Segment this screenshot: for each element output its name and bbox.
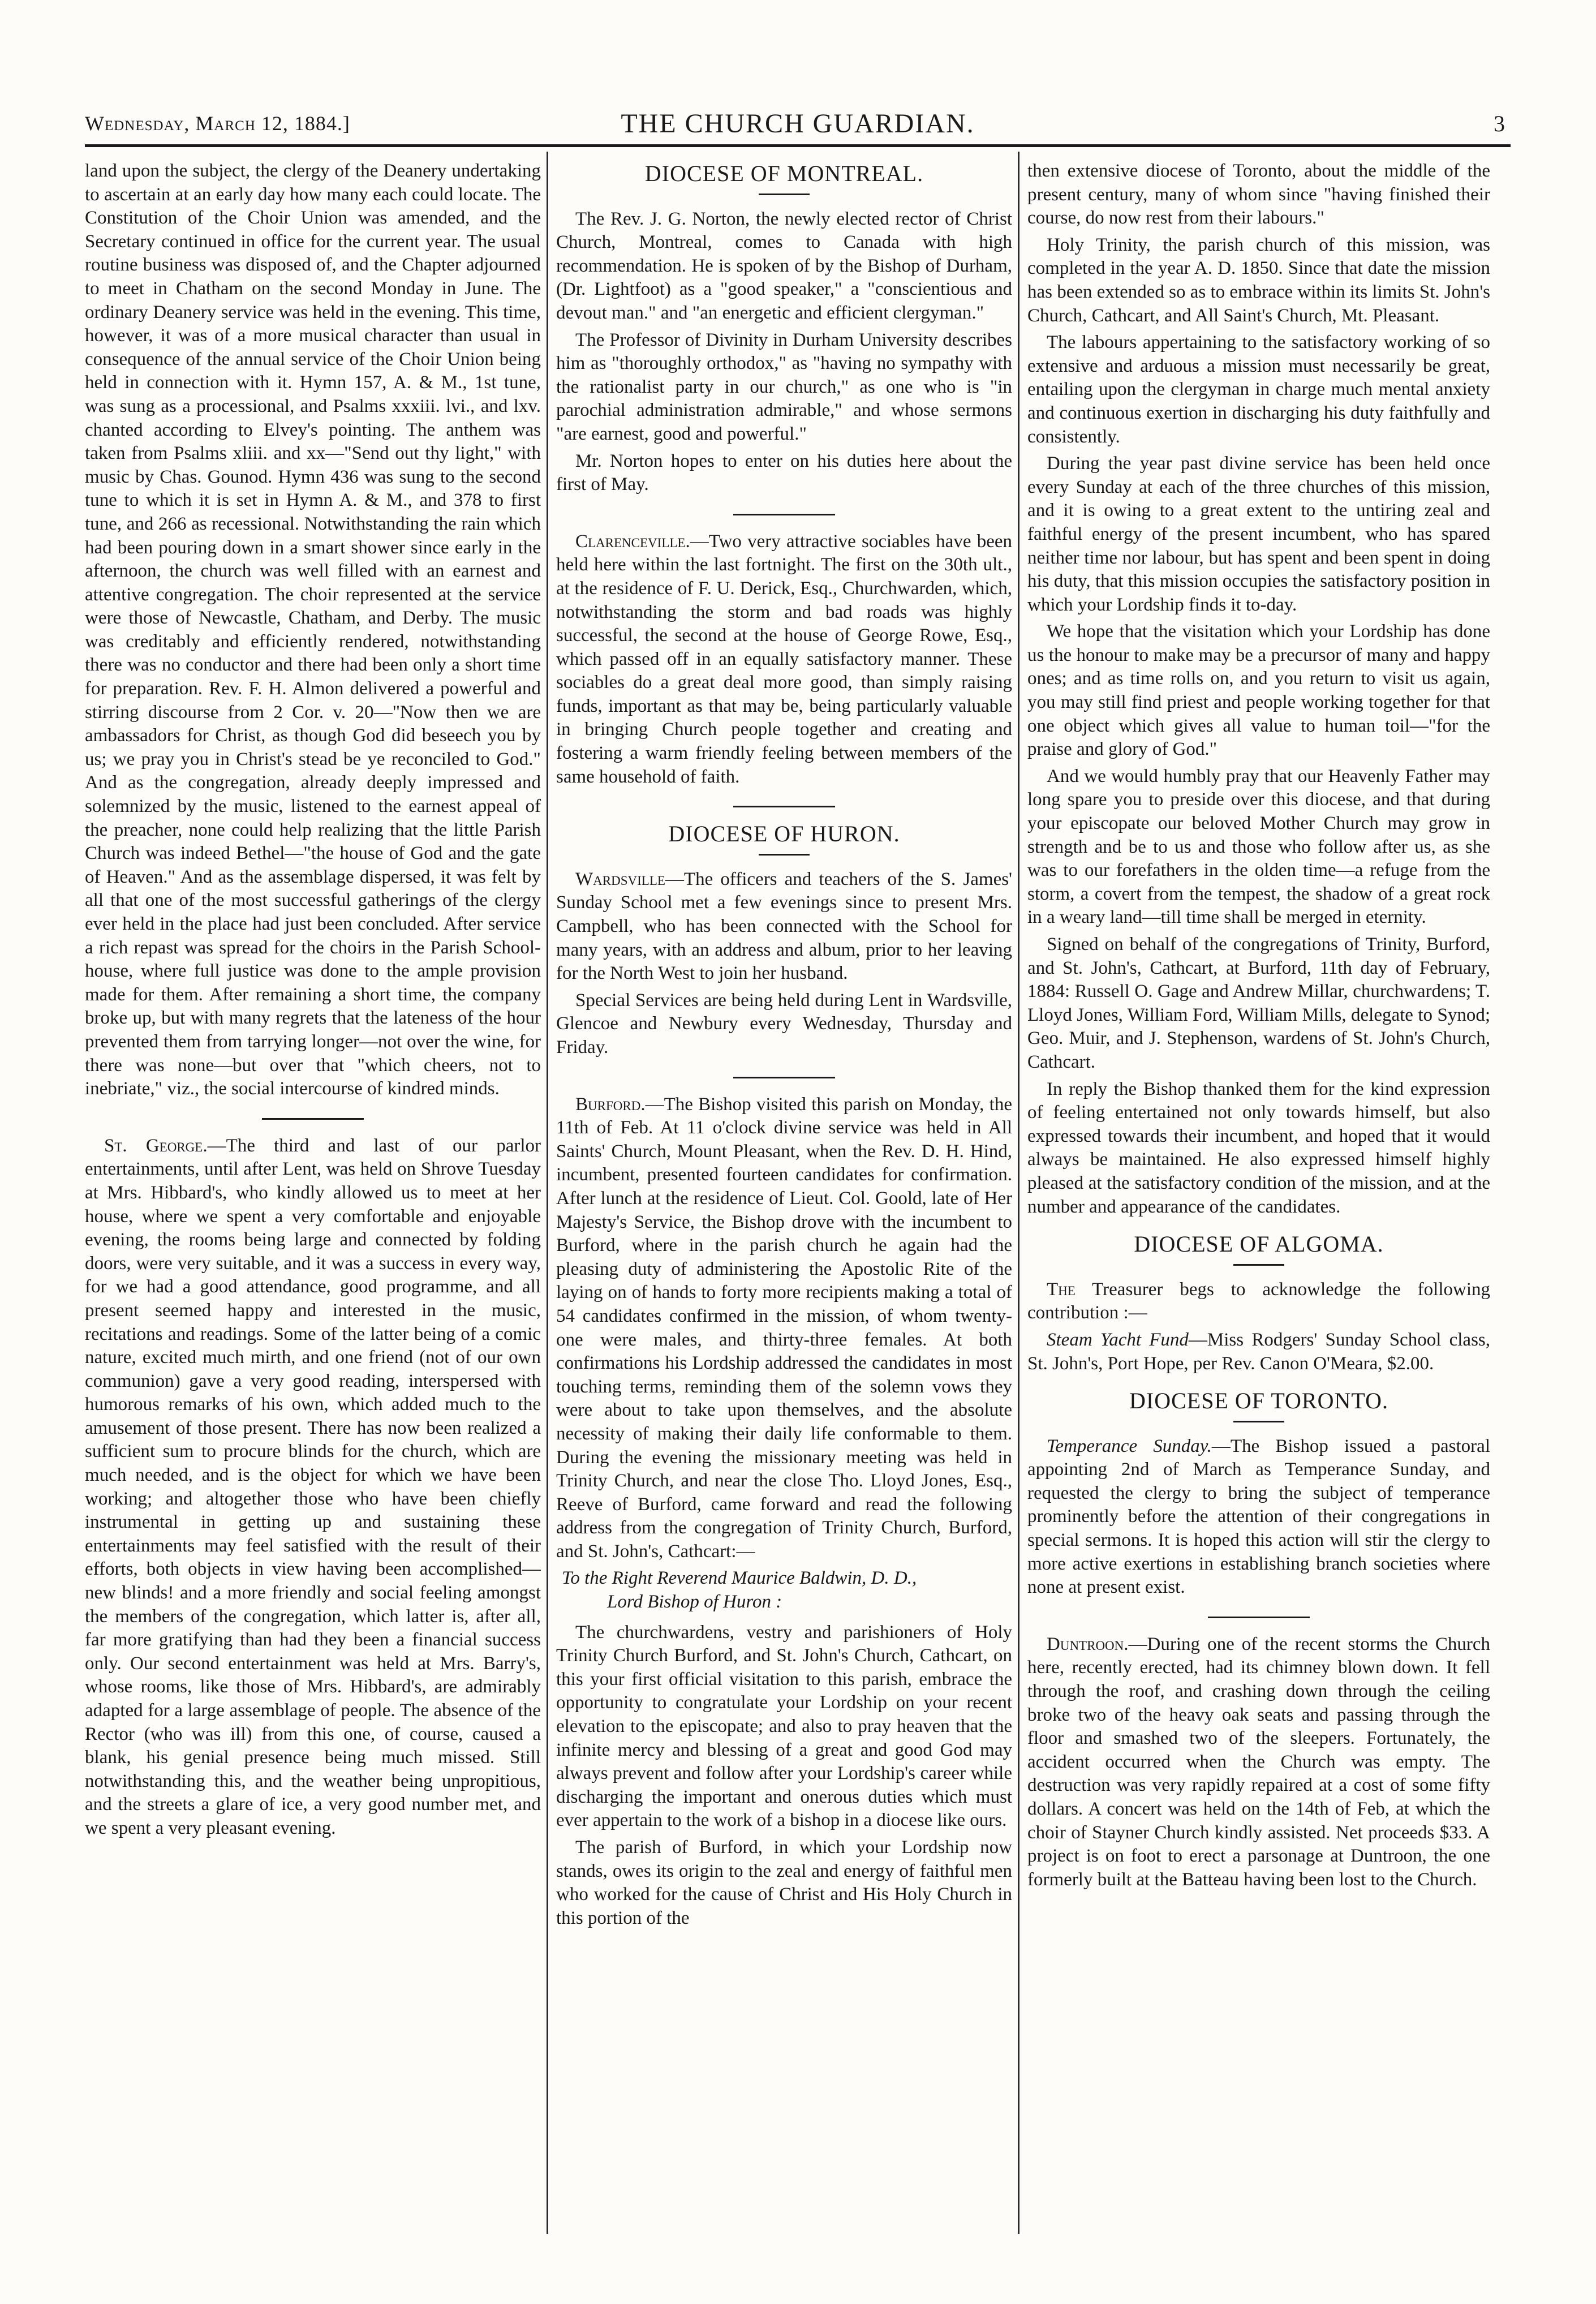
paragraph-lead: Wardsville: [575, 869, 665, 889]
column-1: [85, 160, 541, 2225]
address-line: Lord Bishop of Huron :: [607, 1592, 782, 1613]
heading-rule: [759, 854, 810, 856]
address-line: To the Right Reverend Maurice Baldwin, D. D.,: [562, 1568, 917, 1589]
paragraph-lead: Duntroon.: [1047, 1634, 1129, 1654]
page-number: 3: [1494, 111, 1505, 136]
paragraph: [85, 1134, 541, 1841]
heading-rule: [1233, 1421, 1284, 1422]
paragraph: The churchwardens, vestry and parishioners of Holy Trinity Church Burford, and St. John's Church, Cathcart, on this your first official visitation to this parish, embrace the opportunity to congratulate your Lordship on your recent elevation to the episcopate; and also to pray heaven that the infinite mercy and blessing of a great and good God may always prevent and follow after your Lordship's career while discharging the important and onerous duties which must ever appertain to the work of a bishop in a diocese like ours.: [556, 1622, 1012, 1831]
paragraph-lead: Clarenceville.: [575, 531, 690, 552]
paragraph-body: —The third and last of our parlor entertainments, until after Lent, was held on Shrove Tuesday at Mrs. Hibbard's, who kindly allowed us to meet at her house, where we spent a very comfortable and enjoyable evening, the rooms being large and connected by folding doors, were very suitable, and it was a success in every way, for we had a good attendance, good programme, and all present seemed happy and interested in the music, recitations and readings. Some of the latter being of a comic nature, excited much mirth, and one friend (not of our own communion) gave a very good reading, interspersed with humorous remarks of his own, which added much to the amusement of those present. There has now been realized a sufficient sum to procure blinds for the church, which are much needed, and is the object for which we have been working; and altogether those who have been chiefly instrumental in getting up and sustaining these entertainments may feel satisfied with the result of their efforts, both objects in view having been accomplished—new blinds! and a more friendly and social feeling amongst the members of the congregation, which latter is, after all, far more gratifying than had they been a financial success only. Our second entertainment was held at Mrs. Barry's, whose rooms, like those of Mrs. Hibbard's, are admirably adapted for a large assemblage of people. The absence of the Rector (who was ill) from this one, of course, caused a blank, his genial presence being much missed. Still notwithstanding this, and the weather being unpropitious, and the streets a glare of ice, a very good number met, and we spent a very pleasant evening.: [85, 1135, 541, 1838]
newspaper-title: THE CHURCH GUARDIAN.: [621, 109, 975, 139]
paragraph: The Rev. J. G. Norton, the newly elected rector of Christ Church, Montreal, comes to Canada with high recommendation. He is spoken of by the Bishop of Durham, (Dr. Lightfoot) as a "good speaker," a "conscientious and devout man." and "an energetic and efficient clergyman.": [556, 208, 1012, 323]
paragraph: The Professor of Divinity in Durham University describes him as "thoroughly orthodox," as "having no sympathy with the rationalist party in our church," as one who is "in parochial administration admirable," and whose sermons "are earnest, good and powerful.": [556, 329, 1012, 444]
paragraph: [556, 530, 1012, 789]
paragraph: We hope that the visitation which your Lordship has done us the honour to make may be a precursor of many and happy ones; and as time rolls on, and you return to visit us again, you may still find priest and people working together for that one object which gives all value to human toil—"for the praise and glory of God.": [1027, 621, 1490, 760]
paragraph: [1027, 1435, 1490, 1600]
paragraph: [556, 1093, 1012, 1564]
paragraph: The labours appertaining to the satisfactory working of so extensive and arduous a mission must necessarily be great, entailing upon the clergyman in charge much mental anxiety and continuous exertion in discharging his duty faithfully and consistently.: [1027, 332, 1490, 447]
paragraph-lead: The: [1047, 1279, 1076, 1300]
paragraph: Holy Trinity, the parish church of this mission, was completed in the year A. D. 1850. Since that date the mission has been extended so as to embrace within its limits St. John's Church, Cathcart, and All Saint's Church, Mt. Pleasant.: [1027, 234, 1490, 326]
paragraph: [1027, 1633, 1490, 1892]
separator-rule: [1208, 1617, 1310, 1618]
separator-rule: [262, 1118, 364, 1120]
separator-rule: [733, 806, 835, 807]
paragraph-body: —Two very attractive sociables have been held here within the last fortnight. The first on the 30th ult., at the residence of F. U. Derick, Esq., Churchwarden, which, notwithstanding the storm and bad roads was highly successful, the second at the house of George Rowe, Esq., which passed off in an equally satisfactory manner. These sociables do a great deal more good, than simply raising funds, important as that may be, being particularly valuable in bringing Church people together and creating and fostering a warm friendly feeling between members of the same household of faith.: [556, 531, 1012, 787]
paragraph: [556, 868, 1012, 986]
address-salutation: [556, 1567, 1012, 1614]
paragraph: Mr. Norton hopes to enter on his duties here about the first of May.: [556, 450, 1012, 495]
paragraph: Signed on behalf of the congregations of Trinity, Burford, and St. John's, Cathcart, at Burford, 11th day of February, 1884: Russell O. Gage and Andrew Millar, churchwardens; T. Lloyd Jones, William Ford, William Mills, delegate to Synod; Geo. Muir, and J. Stephenson, wardens of St. John's Church, Cathcart.: [1027, 934, 1490, 1072]
paragraph-body: —The officers and teachers of the S. James' Sunday School met a few evenings since to present Mrs. Campbell, who has been connected with the School for many years, with an address and album, prior to her leaving for the North West to join her husband.: [556, 869, 1012, 984]
heading-rule: [1233, 1264, 1284, 1266]
paragraph-body: —During one of the recent storms the Church here, recently erected, had its chimney blown down. It fell through the roof, and crashing down through the ceiling broke two of the heavy oak seats and passing through the floor and smashed two of the sleepers. Fortunately, the accident occurred when the Church was empty. The destruction was very rapidly repaired at a cost of some fifty dollars. A concert was held on the 14th of Feb, at which the choir of Stayner Church kindly assisted. Net proceeds $33. A project is on foot to erect a parsonage at Duntroon, the one formerly built at the Batteau having been lost to the Church.: [1027, 1634, 1490, 1890]
paragraph-lead: Burford.: [575, 1094, 646, 1115]
column-rule: [1018, 152, 1019, 2234]
paragraph: The parish of Burford, in which your Lordship now stands, owes its origin to the zeal and energy of faithful men who worked for the cause of Christ and His Holy Church in this portion of the: [556, 1837, 1012, 1928]
paragraph-body: Treasurer begs to acknowledge the following contribution :—: [1027, 1279, 1490, 1323]
page-header: [85, 110, 1511, 147]
column-3: [1027, 160, 1490, 2225]
column-rule: [547, 152, 548, 2234]
paragraph-lead: St. George.: [104, 1135, 208, 1156]
section-heading: DIOCESE OF TORONTO.: [1129, 1388, 1388, 1414]
paragraph-body: —Miss Rodgers' Sunday School class, St. John's, Port Hope, per Rev. Canon O'Meara, $2.00.: [1027, 1329, 1490, 1374]
separator-rule: [733, 1077, 835, 1078]
heading-rule: [759, 194, 810, 195]
paragraph: In reply the Bishop thanked them for the kind expression of feeling entertained not only towards himself, but also expressed towards their incumbent, and hoped that it would always be maintained. He also expressed himself highly pleased at the satisfactory condition of the mission, and at the number and appearance of the candidates.: [1027, 1078, 1490, 1217]
paragraph-lead: Temperance Sunday.: [1047, 1435, 1212, 1456]
paragraph: then extensive diocese of Toronto, about the middle of the present century, many of whom since "having finished their course, do now rest from their labours.": [1027, 161, 1490, 229]
paragraph-body: —The Bishop issued a pastoral appointing 2nd of March as Temperance Sunday, and requested the clergy to bring the subject of temperance prominently before the attention of their congregations in special sermons. It is hoped this action will stir the clergy to more active exertions in establishing branch societies where none at present exist.: [1027, 1435, 1490, 1598]
issue-date: Wednesday, March 12, 1884.]: [85, 112, 350, 135]
section-heading: DIOCESE OF ALGOMA.: [1134, 1231, 1384, 1257]
section-heading: DIOCESE OF HURON.: [668, 821, 900, 847]
column-2: [556, 160, 1012, 2225]
separator-rule: [733, 514, 835, 515]
paragraph: And we would humbly pray that our Heavenly Father may long spare you to preside over this diocese, and that during your episcopate our beloved Mother Church may grow in strength and be to us and those who follow after us, as she was to our forefathers in the olden time—a refuge from the storm, a covert from the tempest, the shadow of a great rock in a weary land—till time shall be merged in eternity.: [1027, 766, 1490, 928]
paragraph: Special Services are being held during Lent in Wardsville, Glencoe and Newbury every Wednesday, Thursday and Friday.: [556, 990, 1012, 1058]
paragraph: [1027, 1329, 1490, 1375]
paragraph: During the year past divine service has been held once every Sunday at each of the three churches of this mission, and it is owing to a great extent to the untiring zeal and faithful energy of the present incumbent, who has spared neither time nor labour, but has spent and been spent in doing his duty, that this mission occupies the satisfactory position in which your Lordship finds it to-day.: [1027, 453, 1490, 615]
section-heading: DIOCESE OF MONTREAL.: [644, 161, 924, 186]
paragraph-body: —The Bishop visited this parish on Monday, the 11th of Feb. At 11 o'clock divine service was held in All Saints' Church, Mount Pleasant, when the Rev. D. H. Hind, incumbent, presented fourteen candidates for confirmation. After lunch at the residence of Lieut. Col. Goold, late of Her Majesty's Service, the Bishop drove with the incumbent to Burford, where in the parish church he again had the pleasing duty of administering the Apostolic Rite of the laying on of hands to forty more recipients making a total of 54 candidates confirmed in the mission, of whom twenty-one were males, and thirty-three females. At both confirmations his Lordship addressed the candidates in most touching terms, reminding them of the solemn vows they were about to take upon themselves, and the absolute necessity of making their daily life conformable to them. During the evening the missionary meeting was held in Trinity Church, and near the close Tho. Lloyd Jones, Esq., Reeve of Burford, came forward and read the following address from the congregation of Trinity Church, Burford, and St. John's, Cathcart:—: [556, 1094, 1012, 1562]
paragraph: [1027, 1278, 1490, 1325]
paragraph: land upon the subject, the clergy of the Deanery undertaking to ascertain at an early day how many each could locate. The Constitution of the Choir Union was amended, and the Secretary continued in office for the current year. The usual routine business was disposed of, and the Chapter adjourned to meet in Chatham on the second Monday in June. The ordinary Deanery service was held in the evening. This time, however, it was of a more musical character than usual in consequence of the annual service of the Choir Union being held in connection with it. Hymn 157, A. & M., 1st tune, was sung as a processional, and Psalms xxxiii. lvi., and lxv. chanted according to Elvey's pointing. The anthem was taken from Psalms xliii. and xx—"Send out thy light," with music by Chas. Gounod. Hymn 436 was sung to the second tune to which it is set in Hymn A. & M., and 378 to first tune, and 266 as recessional. Notwithstanding the rain which had been pouring down in a smart shower since early in the afternoon, the church was well filled with an earnest and attentive congregation. The choir represented at the service were those of Newcastle, Chatham, and Derby. The music was creditably and efficiently rendered, notwithstanding there was no conductor and there had been only a short time for preparation. Rev. F. H. Almon delivered a powerful and stirring discourse from 2 Cor. v. 20—"Now then we are ambassadors for Christ, as though God did beseech you by us; we pray you in Christ's stead be ye reconciled to God." And as the congregation, already deeply impressed and solemnized by the music, listened to the earnest appeal of the preacher, none could help realizing that the little Parish Church was indeed Bethel—"the house of God and the gate of Heaven." And as the assemblage dispersed, it was felt by all that one of the most successful gatherings of the clergy ever held in the place had just been concluded. After service a rich repast was spread for the choirs in the Parish School-house, where full justice was done to the ample provision made for them. After remaining a short time, the company broke up, but with many regrets that the lateness of the hour prevented them from tarrying longer—not over the wine, for there was none—but over that "which cheers, not to inebriate," viz., the social intercourse of kindred minds.: [85, 161, 541, 1099]
paragraph-lead: Steam Yacht Fund: [1047, 1329, 1189, 1350]
